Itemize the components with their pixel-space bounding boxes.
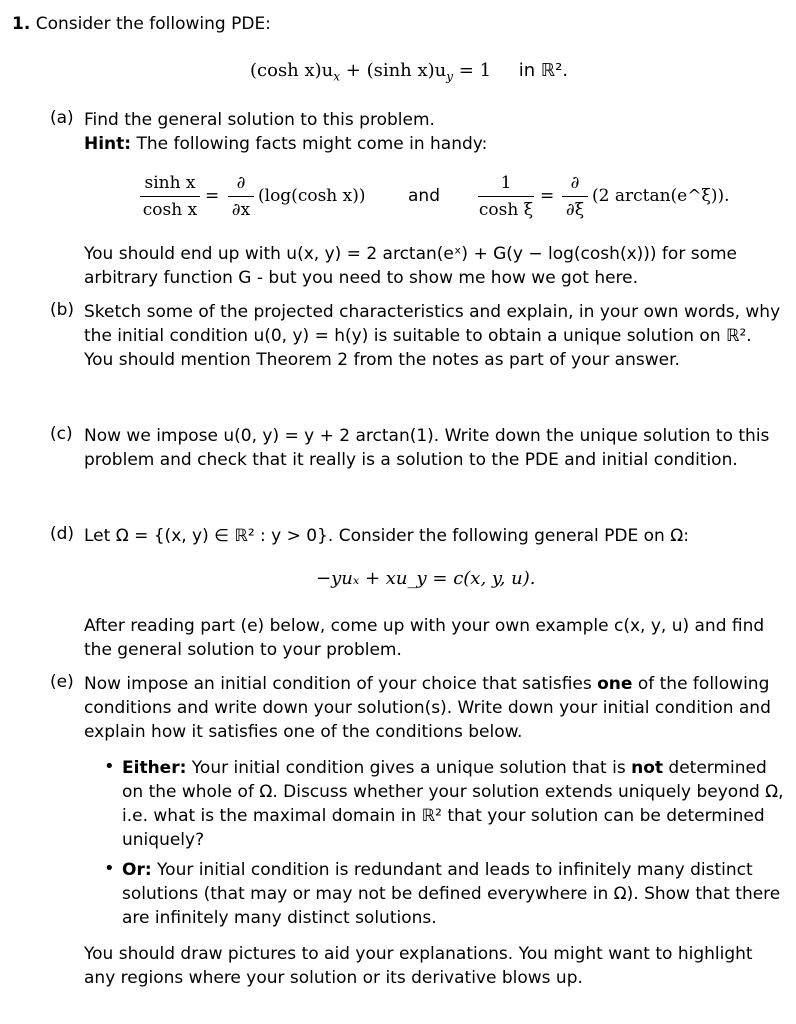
part-e-label: (e) <box>50 672 74 692</box>
or-line1 <box>122 858 753 882</box>
pde-domain: in ℝ². <box>518 60 569 81</box>
frac3-num: 1 <box>500 173 512 193</box>
part-c-line2: problem and check that it really is a solution to the PDE and initial condition. <box>84 450 738 470</box>
frac2-num: ∂ <box>236 173 246 193</box>
frac4-num: ∂ <box>570 173 580 193</box>
part-d-line2: After reading part (e) below, come up with your own example c(x, y, u) and find <box>84 616 765 636</box>
part-a-label: (a) <box>50 108 74 128</box>
part-e-line1c: of the following <box>632 674 770 694</box>
problem-number: 1. <box>12 14 31 34</box>
part-d-line3: the general solution to your problem. <box>84 640 402 660</box>
expr-arctan: (2 arctan(e^ξ)). <box>592 186 730 206</box>
part-d-line1: Let Ω = {(x, y) ∈ ℝ² : y > 0}. Consider the following general PDE on Ω: <box>84 526 689 546</box>
part-d-pde: −yuₓ + xu_y = c(x, y, u). <box>316 568 536 589</box>
frac-partial-xi <box>562 172 588 221</box>
frac-partial-x <box>228 172 254 221</box>
final-line2: any regions where your solution or its derivative blows up. <box>84 968 583 988</box>
part-e-line2: conditions and write down your solution(s). Write down your initial condition and <box>84 698 771 718</box>
part-a-line1: You should end up with u(x, y) = 2 arctan(eˣ) + G(y − log(cosh(x))) for some <box>84 244 737 264</box>
problem-heading <box>12 14 271 34</box>
bullet-or-icon: • <box>104 858 115 879</box>
frac2-den: ∂x <box>231 200 251 220</box>
either-line4: uniquely? <box>122 830 205 850</box>
either-1-bold: not <box>631 758 664 778</box>
part-b-line2: the initial condition u(0, y) = h(y) is suitable to obtain a unique solution on ℝ². <box>84 326 752 346</box>
part-c-line1: Now we impose u(0, y) = y + 2 arctan(1). Write down the unique solution to this <box>84 426 770 446</box>
problem-intro: Consider the following PDE: <box>35 14 271 34</box>
either-label: Either: <box>122 758 187 778</box>
or-1: Your initial condition is redundant and leads to infinitely many distinct <box>151 860 753 880</box>
frac1-num: sinh x <box>144 173 196 193</box>
expr-log-cosh: (log(cosh x)) <box>258 186 366 206</box>
final-line1: You should draw pictures to aid your explanations. You might want to highlight <box>84 944 753 964</box>
eq-sign-2: = <box>540 186 555 206</box>
either-1a: Your initial condition gives a unique solution that is <box>186 758 632 778</box>
main-pde <box>250 60 568 84</box>
part-d-label: (d) <box>50 524 75 544</box>
frac-sinh-cosh <box>140 172 200 221</box>
part-e-line1 <box>84 672 769 696</box>
either-line1 <box>122 756 767 780</box>
part-b-line3: You should mention Theorem 2 from the notes as part of your answer. <box>84 350 680 370</box>
frac3-den: cosh ξ <box>478 200 534 220</box>
part-b-line1: Sketch some of the projected characteristics and explain, in your own words, why <box>84 302 781 322</box>
either-line3: i.e. what is the maximal domain in ℝ² that your solution can be determined <box>122 806 765 826</box>
hint-text: The following facts might come in handy: <box>131 134 488 154</box>
either-1c: determined <box>663 758 767 778</box>
part-c-label: (c) <box>50 424 73 444</box>
either-line2: on the whole of Ω. Discuss whether your solution extends uniquely beyond Ω, <box>122 782 784 802</box>
pde-sub-x: x <box>333 69 341 84</box>
frac4-den: ∂ξ <box>565 200 585 220</box>
frac-one-cosh <box>478 172 534 221</box>
part-e-line1a: Now impose an initial condition of your choice that satisfies <box>84 674 598 694</box>
or-line2: solutions (that may or may not be defined everywhere in Ω). Show that there <box>122 884 781 904</box>
pde-left: (cosh x)u <box>250 60 334 81</box>
or-label: Or: <box>122 860 152 880</box>
part-a-line2: arbitrary function G - but you need to show me how we got here. <box>84 268 639 288</box>
eq-sign-1: = <box>205 186 220 206</box>
part-e-line3: explain how it satisfies one of the conditions below. <box>84 722 523 742</box>
or-line3: are infinitely many distinct solutions. <box>122 908 437 928</box>
part-a-hint <box>84 132 487 156</box>
and-word: and <box>408 186 440 206</box>
part-a-text: Find the general solution to this problem. <box>84 110 435 130</box>
part-e-line1-bold: one <box>597 674 633 694</box>
part-b-label: (b) <box>50 300 75 320</box>
pde-sub-y: y <box>446 69 454 84</box>
hint-label: Hint: <box>84 134 132 154</box>
pde-rhs: = 1 <box>453 60 492 81</box>
frac1-den: cosh x <box>142 200 198 220</box>
pde-middle: + (sinh x)u <box>340 60 447 81</box>
bullet-either-icon: • <box>104 756 115 777</box>
